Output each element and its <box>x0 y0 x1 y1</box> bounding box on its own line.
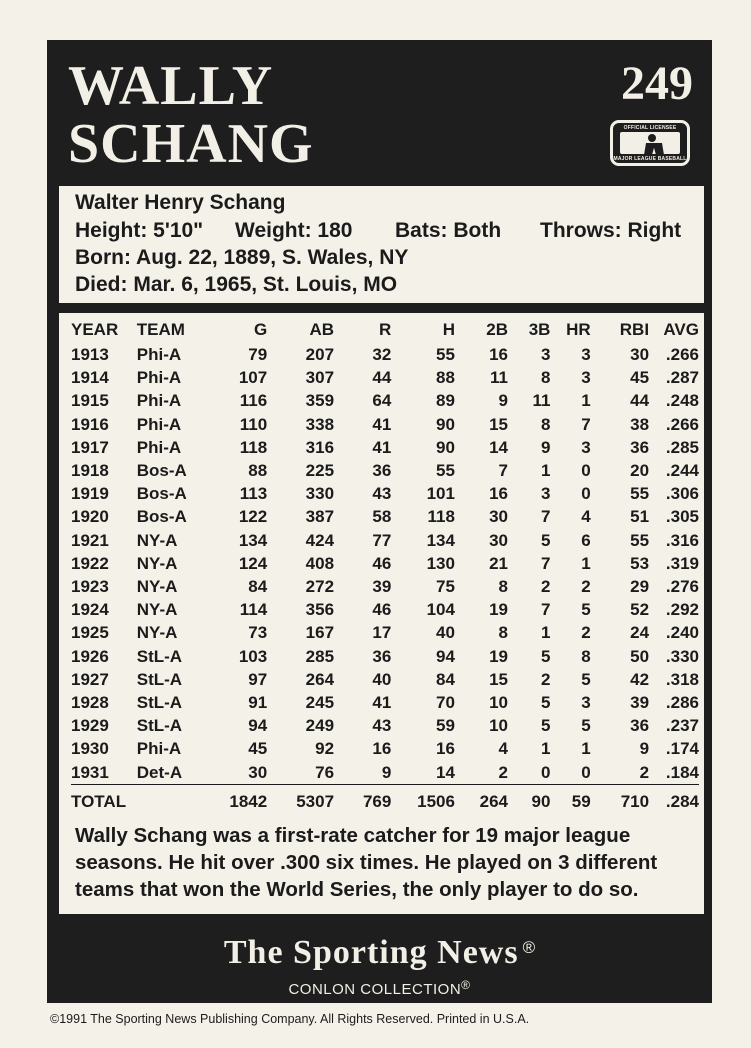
stat-cell: 8 <box>498 623 508 643</box>
stat-cell: 55 <box>630 484 650 504</box>
stat-cell: 70 <box>436 693 455 713</box>
stat-cell: 36 <box>630 437 650 457</box>
stat-cell: 16 <box>489 345 508 364</box>
stat-cell: 11 <box>490 368 508 388</box>
col-header: 2B <box>486 320 508 340</box>
stat-cell: NY-A <box>136 600 178 620</box>
stat-cell: 64 <box>372 391 392 411</box>
stat-cell: 107 <box>238 368 268 388</box>
stat-cell: 39 <box>630 693 650 713</box>
total-cell: 1842 <box>207 784 267 819</box>
stat-cell: 41 <box>372 414 392 434</box>
stat-cell: 8 <box>540 414 551 434</box>
logo-bottom-text: MAJOR LEAGUE BASEBALL <box>613 156 687 162</box>
stat-cell: 101 <box>426 484 455 504</box>
stat-cell: 55 <box>436 461 455 481</box>
stat-cell: 1926 <box>71 646 109 666</box>
stats-row <box>71 714 699 737</box>
stat-cell: 29 <box>630 577 650 597</box>
stat-cell: 30 <box>630 345 650 364</box>
stat-cell: 90 <box>436 437 455 457</box>
stat-cell: StL-A <box>136 716 183 736</box>
stat-cell: 40 <box>372 669 392 689</box>
player-first-name: WALLY <box>68 55 274 117</box>
stat-cell: .174 <box>665 739 699 759</box>
stat-cell: 167 <box>305 623 335 643</box>
stat-cell: 14 <box>436 762 455 782</box>
bats-text: Bats: Both <box>395 219 502 242</box>
collection-name: CONLON COLLECTION <box>288 981 462 998</box>
col-header: AB <box>309 320 335 340</box>
total-cell: 5307 <box>267 784 334 819</box>
stat-cell: 51 <box>630 507 650 527</box>
stat-cell: 285 <box>305 646 335 666</box>
stats-row <box>71 575 699 598</box>
stat-cell: 15 <box>489 414 508 434</box>
stat-cell: .287 <box>665 368 699 388</box>
stat-cell: 43 <box>372 716 392 736</box>
col-header: YEAR <box>71 320 119 340</box>
collection-registered-mark: ® <box>461 978 471 992</box>
born-text: Born: Aug. 22, 1889, S. Wales, NY <box>75 246 409 269</box>
stat-cell: 1 <box>540 461 551 481</box>
stat-cell: 124 <box>238 553 268 573</box>
stat-cell: .316 <box>665 530 699 550</box>
stat-cell: 1924 <box>71 600 109 620</box>
stat-cell: Phi-A <box>136 739 182 759</box>
stat-cell: 92 <box>315 739 335 759</box>
stats-row <box>71 761 699 785</box>
stat-cell: 88 <box>436 368 455 388</box>
stat-cell: 249 <box>305 716 335 736</box>
stat-cell: 3 <box>581 345 591 364</box>
stat-cell: 2 <box>498 762 508 782</box>
stat-cell: 17 <box>372 623 392 643</box>
stats-row <box>71 552 699 575</box>
stat-cell: 330 <box>305 484 335 504</box>
stat-cell: .292 <box>665 600 699 620</box>
stat-cell: .266 <box>665 345 699 364</box>
stat-cell: .286 <box>665 693 699 713</box>
throws-text: Throws: Right <box>540 219 682 242</box>
col-header: RBI <box>619 320 650 340</box>
stat-cell: 45 <box>248 739 268 759</box>
stat-cell: 58 <box>372 507 392 527</box>
stat-cell: 0 <box>540 762 551 782</box>
stat-cell: 2 <box>540 577 551 597</box>
stat-cell: 7 <box>581 414 591 434</box>
stat-cell: 1 <box>540 623 551 643</box>
stat-cell: 42 <box>630 669 650 689</box>
stat-cell: 134 <box>426 530 455 550</box>
stat-cell: 2 <box>581 577 591 597</box>
stats-total-row <box>71 784 699 819</box>
stats-row <box>71 668 699 691</box>
stat-cell: 6 <box>581 530 591 550</box>
stat-cell: 91 <box>248 693 268 713</box>
stat-cell: 39 <box>372 577 392 597</box>
stat-cell: 207 <box>305 345 335 364</box>
stat-cell: 94 <box>436 646 455 666</box>
stat-cell: 77 <box>372 530 392 550</box>
stat-cell: Bos-A <box>136 507 187 527</box>
stat-cell: 16 <box>489 484 508 504</box>
stat-cell: 1 <box>581 553 591 573</box>
player-last-name: SCHANG <box>68 113 314 175</box>
stat-cell: .330 <box>665 646 699 666</box>
stat-cell: 307 <box>305 368 335 388</box>
stat-cell: 1931 <box>71 762 109 782</box>
stat-cell: 338 <box>305 414 335 434</box>
stat-cell: 30 <box>248 762 268 782</box>
stat-cell: 245 <box>305 693 335 713</box>
stat-cell: 0 <box>581 484 591 504</box>
stat-cell: Bos-A <box>136 484 187 504</box>
stat-cell: NY-A <box>136 530 178 550</box>
stat-cell: 134 <box>238 530 268 550</box>
stat-cell: Det-A <box>136 762 183 782</box>
stat-cell: 52 <box>630 600 650 620</box>
stat-cell: 118 <box>239 437 268 457</box>
stat-cell: 1920 <box>71 507 109 527</box>
stat-cell: 55 <box>630 530 650 550</box>
description-panel <box>59 818 704 914</box>
stat-cell: Phi-A <box>136 368 182 388</box>
stat-cell: 10 <box>489 716 508 736</box>
stat-cell: 3 <box>540 345 551 364</box>
stat-cell: 225 <box>305 461 335 481</box>
stat-cell: .318 <box>665 669 699 689</box>
col-header: TEAM <box>136 320 185 340</box>
stat-cell: 5 <box>540 693 551 713</box>
stats-row <box>71 482 699 505</box>
stat-cell: 59 <box>436 716 455 736</box>
col-header: H <box>442 320 455 340</box>
stat-cell: .276 <box>665 577 699 597</box>
total-cell: 1506 <box>391 784 455 819</box>
stat-cell: 50 <box>630 646 650 666</box>
total-cell: 59 <box>550 784 590 819</box>
bio-panel <box>59 186 704 303</box>
stat-cell: 24 <box>630 623 650 643</box>
registered-mark: ® <box>522 938 536 957</box>
stat-cell: 424 <box>305 530 335 550</box>
stat-cell: 114 <box>239 600 268 620</box>
stat-cell: 14 <box>489 437 508 457</box>
stat-cell: 0 <box>581 461 591 481</box>
stats-row <box>71 389 699 412</box>
stat-cell: 2 <box>581 623 591 643</box>
stat-cell: .319 <box>665 553 699 573</box>
total-cell: 90 <box>508 784 550 819</box>
stat-cell: StL-A <box>136 669 183 689</box>
stat-cell: 122 <box>238 507 268 527</box>
stat-cell: 19 <box>489 600 508 620</box>
total-cell: 769 <box>334 784 391 819</box>
stat-cell: 53 <box>630 553 650 573</box>
stat-cell: 44 <box>372 368 392 388</box>
stat-cell: 1930 <box>71 739 109 759</box>
stat-cell: 16 <box>372 739 392 759</box>
stat-cell: 1928 <box>71 693 109 713</box>
stat-cell: NY-A <box>136 577 178 597</box>
stat-cell: 3 <box>581 693 591 713</box>
stat-cell: 44 <box>630 391 650 411</box>
stat-cell: Phi-A <box>136 437 182 457</box>
stat-cell: 7 <box>540 600 551 620</box>
stat-cell: 104 <box>426 600 455 620</box>
stats-row <box>71 529 699 552</box>
stat-cell: 40 <box>436 623 455 643</box>
col-header: 3B <box>528 320 551 340</box>
stat-cell: 9 <box>381 762 392 782</box>
player-full-name: Walter Henry Schang <box>75 191 286 214</box>
stats-row <box>71 621 699 644</box>
career-stats-table <box>71 317 699 819</box>
stat-cell: 1913 <box>71 345 109 364</box>
stat-cell: 356 <box>305 600 335 620</box>
player-description: Wally Schang was a first-rate catcher for 19 major league seasons. He hit over .300 six times. He played on 3 different teams that won the World Series, the only player to do so. <box>75 824 658 901</box>
born-row <box>75 244 688 271</box>
stat-cell: 46 <box>372 600 392 620</box>
stat-cell: 113 <box>239 484 268 504</box>
stat-cell: 2 <box>540 669 551 689</box>
total-cell: .284 <box>649 784 699 819</box>
stat-cell: 1915 <box>71 391 109 411</box>
col-header: HR <box>566 320 591 340</box>
stat-cell: 116 <box>239 391 268 411</box>
stat-cell: 3 <box>581 368 591 388</box>
stat-cell: 20 <box>630 461 650 481</box>
stat-cell: StL-A <box>136 646 183 666</box>
stat-cell: 3 <box>540 484 551 504</box>
stat-cell: 21 <box>489 553 508 573</box>
total-cell: 710 <box>591 784 649 819</box>
brand-footer <box>47 934 712 998</box>
stat-cell: 36 <box>372 646 392 666</box>
stat-cell: 45 <box>630 368 650 388</box>
stat-cell: .248 <box>665 391 699 411</box>
stat-cell: 15 <box>489 669 508 689</box>
stat-cell: .240 <box>665 623 699 643</box>
stat-cell: 76 <box>315 762 335 782</box>
stat-cell: 7 <box>540 553 551 573</box>
stat-cell: 43 <box>372 484 392 504</box>
stat-cell: 8 <box>581 646 591 666</box>
stats-row <box>71 366 699 389</box>
weight-text: Weight: 180 <box>235 219 353 242</box>
card-number: 249 <box>621 57 693 110</box>
physical-stats-row <box>75 217 688 244</box>
stat-cell: 5 <box>581 669 591 689</box>
total-cell: 264 <box>455 784 508 819</box>
stat-cell: 1 <box>581 391 591 411</box>
stat-cell: 3 <box>581 437 591 457</box>
stat-cell: 8 <box>540 368 551 388</box>
stat-cell: 408 <box>305 553 335 573</box>
stats-row <box>71 598 699 621</box>
stat-cell: 32 <box>372 345 392 364</box>
stat-cell: 4 <box>498 739 508 759</box>
stat-cell: 1918 <box>71 461 109 481</box>
stat-cell: 264 <box>305 669 335 689</box>
stat-cell: 2 <box>639 762 650 782</box>
stat-cell: 84 <box>436 669 455 689</box>
col-header: G <box>253 320 268 340</box>
stat-cell: .237 <box>665 716 699 736</box>
mlb-logo-icon <box>610 120 690 166</box>
stat-cell: 11 <box>532 391 551 411</box>
stat-cell: NY-A <box>136 623 178 643</box>
stat-cell: 1 <box>540 739 551 759</box>
stat-cell: 8 <box>498 577 508 597</box>
stat-cell: 94 <box>248 716 268 736</box>
stat-cell: 316 <box>305 437 335 457</box>
stats-panel <box>59 313 704 818</box>
stat-cell: 1929 <box>71 716 109 736</box>
stat-cell: 55 <box>436 345 455 364</box>
stat-cell: 272 <box>305 577 335 597</box>
logo-top-text: OFFICIAL LICENSEE <box>623 125 677 131</box>
stat-cell: 79 <box>248 345 268 364</box>
stat-cell: 9 <box>540 437 551 457</box>
stat-cell: 5 <box>540 716 551 736</box>
stat-cell: 1916 <box>71 414 109 434</box>
stat-cell: 1922 <box>71 553 109 573</box>
stat-cell: 46 <box>372 553 392 573</box>
stats-header-row <box>71 317 699 343</box>
sporting-news-logo: The Sporting News <box>223 934 519 971</box>
stat-cell: .244 <box>665 461 699 481</box>
stat-cell: 36 <box>372 461 392 481</box>
copyright-line: ©1991 The Sporting News Publishing Company. All Rights Reserved. Printed in U.S.A. <box>50 1012 530 1026</box>
stat-cell: 38 <box>630 414 650 434</box>
stat-cell: 1921 <box>71 530 109 550</box>
stat-cell: 359 <box>305 391 335 411</box>
stats-row <box>71 343 699 366</box>
stat-cell: 1914 <box>71 368 109 388</box>
stat-cell: 103 <box>238 646 268 666</box>
stat-cell: 7 <box>498 461 508 481</box>
stat-cell: 1917 <box>71 437 109 457</box>
stat-cell: Phi-A <box>136 391 182 411</box>
stat-cell: 30 <box>489 507 508 527</box>
stats-row <box>71 645 699 668</box>
stat-cell: 4 <box>581 507 591 527</box>
stat-cell: .285 <box>665 437 699 457</box>
died-text: Died: Mar. 6, 1965, St. Louis, MO <box>75 273 398 296</box>
stat-cell: 41 <box>372 437 392 457</box>
stat-cell: 1 <box>581 739 591 759</box>
stat-cell: 1919 <box>71 484 109 504</box>
stat-cell: 73 <box>248 623 268 643</box>
stat-cell: 30 <box>489 530 508 550</box>
stat-cell: 75 <box>436 577 455 597</box>
stat-cell: Phi-A <box>136 345 182 364</box>
stat-cell: 10 <box>489 693 508 713</box>
col-header: R <box>379 320 392 340</box>
died-row <box>75 271 688 298</box>
stat-cell: 36 <box>630 716 650 736</box>
stat-cell: 19 <box>489 646 508 666</box>
stat-cell: 88 <box>248 461 268 481</box>
stat-cell: 110 <box>239 414 268 434</box>
stat-cell: 118 <box>427 507 455 527</box>
stat-cell: 130 <box>426 553 455 573</box>
stat-cell: 1923 <box>71 577 109 597</box>
stat-cell: .306 <box>665 484 699 504</box>
stat-cell: 5 <box>540 530 551 550</box>
stats-row <box>71 413 699 436</box>
stat-cell: 16 <box>436 739 455 759</box>
stat-cell: 90 <box>436 414 455 434</box>
conlon-collection <box>47 978 712 998</box>
stat-cell: 1927 <box>71 669 109 689</box>
stat-cell: 9 <box>498 391 508 411</box>
stat-cell: 89 <box>436 391 455 411</box>
stat-cell: 387 <box>305 507 335 527</box>
stats-row <box>71 737 699 760</box>
stats-row <box>71 459 699 482</box>
stat-cell: Bos-A <box>136 461 187 481</box>
stat-cell: 9 <box>639 739 650 759</box>
stat-cell: 0 <box>581 762 591 782</box>
height-text: Height: 5'10" <box>75 219 204 242</box>
stat-cell: 97 <box>248 669 268 689</box>
stat-cell: 1925 <box>71 623 109 643</box>
stat-cell: 5 <box>540 646 551 666</box>
stat-cell: 84 <box>248 577 268 597</box>
stat-cell: 41 <box>372 693 392 713</box>
total-label: TOTAL <box>71 784 207 819</box>
stat-cell: .266 <box>665 414 699 434</box>
col-header: AVG <box>663 320 699 340</box>
stats-row <box>71 691 699 714</box>
stat-cell: .184 <box>665 762 699 782</box>
stat-cell: .305 <box>665 507 699 527</box>
stats-row <box>71 505 699 528</box>
stat-cell: NY-A <box>136 553 178 573</box>
stat-cell: 7 <box>540 507 551 527</box>
batter-silhouette-icon <box>620 132 680 154</box>
stats-row <box>71 436 699 459</box>
stat-cell: 5 <box>581 600 591 620</box>
stat-cell: StL-A <box>136 693 183 713</box>
stat-cell: 5 <box>581 716 591 736</box>
stat-cell: Phi-A <box>136 414 182 434</box>
